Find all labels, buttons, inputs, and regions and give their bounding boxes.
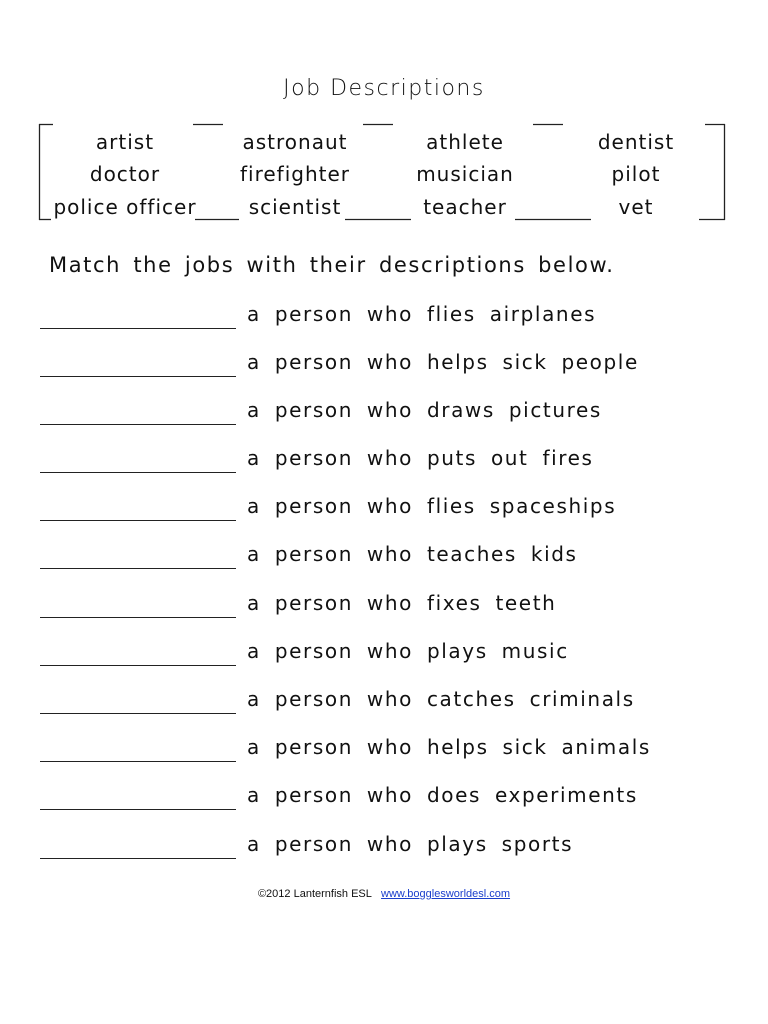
word-bank	[39, 124, 725, 220]
answer-blank[interactable]	[40, 809, 236, 810]
word-bank-item: athlete	[426, 130, 504, 154]
word-bank-item: artist	[95, 130, 155, 154]
word-bank-item: doctor	[89, 162, 161, 186]
job-description: a person who fixes teeth	[247, 591, 557, 615]
job-description: a person who draws pictures	[247, 398, 602, 422]
word-bank-item: police officer	[53, 195, 197, 219]
match-row	[40, 494, 720, 528]
page-title: Job Descriptions	[283, 76, 485, 101]
match-row	[40, 591, 720, 625]
answer-blank[interactable]	[40, 713, 236, 714]
job-description: a person who flies spaceships	[247, 494, 617, 518]
answer-blank[interactable]	[40, 568, 236, 569]
word-bank-item: astronaut	[242, 130, 348, 154]
job-description: a person who teaches kids	[247, 542, 578, 566]
match-row	[40, 542, 720, 576]
match-row	[40, 735, 720, 769]
match-row	[40, 639, 720, 673]
word-bank-item: pilot	[611, 162, 661, 186]
answer-blank[interactable]	[40, 665, 236, 666]
website-link[interactable]: www.bogglesworldesl.com	[381, 888, 511, 900]
match-row	[40, 687, 720, 721]
match-row	[40, 832, 720, 866]
word-bank-item: teacher	[423, 195, 507, 219]
word-bank-item: firefighter	[239, 162, 351, 186]
answer-blank[interactable]	[40, 424, 236, 425]
answer-blank[interactable]	[40, 617, 236, 618]
copyright-text: ©2012 Lanternfish ESL	[257, 888, 372, 900]
word-bank-item: vet	[618, 195, 654, 219]
answer-blank[interactable]	[40, 376, 236, 377]
answer-blank[interactable]	[40, 520, 236, 521]
footer	[0, 888, 768, 900]
match-row	[40, 783, 720, 817]
job-description: a person who does experiments	[247, 783, 638, 807]
job-description: a person who plays sports	[247, 832, 574, 856]
job-description: a person who catches criminals	[247, 687, 635, 711]
match-row	[40, 302, 720, 336]
match-row	[40, 350, 720, 384]
job-description: a person who helps sick animals	[247, 735, 651, 759]
word-bank-item: dentist	[597, 130, 675, 154]
instructions: Match the jobs with their descriptions below.	[49, 253, 615, 277]
answer-blank[interactable]	[40, 328, 236, 329]
job-description: a person who puts out fires	[247, 446, 594, 470]
job-description: a person who plays music	[247, 639, 569, 663]
answer-blank[interactable]	[40, 858, 236, 859]
word-bank-item: scientist	[248, 195, 342, 219]
match-row	[40, 398, 720, 432]
job-description: a person who flies airplanes	[247, 302, 597, 326]
match-row	[40, 446, 720, 480]
job-description: a person who helps sick people	[247, 350, 639, 374]
word-bank-item: musician	[416, 162, 514, 186]
answer-blank[interactable]	[40, 472, 236, 473]
answer-blank[interactable]	[40, 761, 236, 762]
